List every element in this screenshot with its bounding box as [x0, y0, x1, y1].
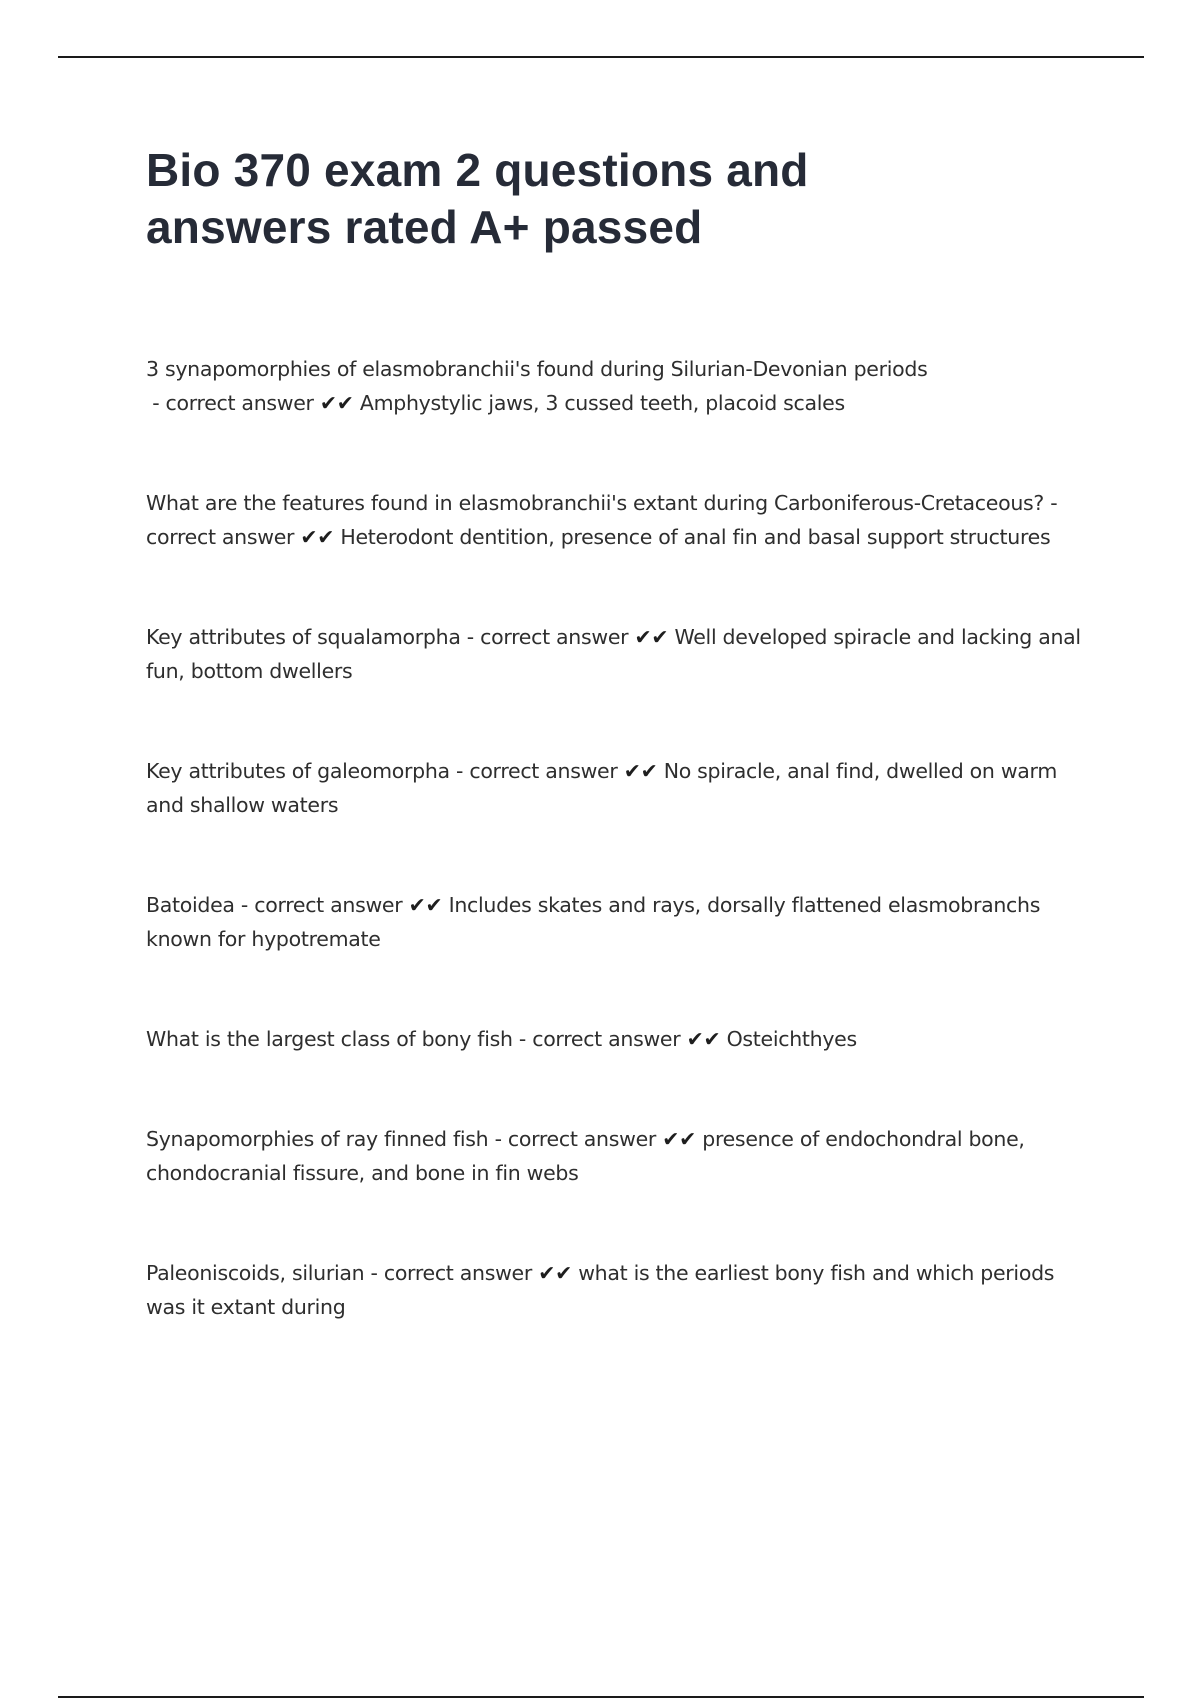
qa-item [146, 620, 1096, 688]
document-title: Bio 370 exam 2 questions and answers rated A+ passed [146, 144, 809, 253]
answer-text: Includes skates and rays, dorsally flattened elasmobranchs known for hypotremate [146, 893, 1041, 951]
qa-item [146, 1256, 1096, 1324]
question-text: Key attributes of squalamorpha [146, 625, 461, 649]
correct-answer-separator: - correct answer [460, 625, 635, 649]
answer-text: No spiracle, anal find, dwelled on warm and shallow waters [146, 759, 1057, 817]
qa-item [146, 754, 1096, 822]
question-text: Key attributes of galeomorpha [146, 759, 450, 783]
answer-text: presence of endochondral bone, chondocranial fissure, and bone in fin webs [146, 1127, 1025, 1185]
checkmark-icon: ✔✔ [686, 1027, 721, 1051]
question-text: 3 synapomorphies of elasmobranchii's found during Silurian-Devonian periods [146, 357, 928, 381]
correct-answer-separator: - correct answer [234, 893, 409, 917]
qa-item [146, 888, 1096, 956]
qa-item [146, 486, 1096, 554]
qa-item [146, 1122, 1096, 1190]
qa-item [146, 352, 1096, 420]
checkmark-icon: ✔✔ [319, 391, 354, 415]
checkmark-icon: ✔✔ [538, 1261, 572, 1285]
checkmark-icon: ✔✔ [300, 525, 335, 549]
answer-text: what is the earliest bony fish and which periods was it extant during [146, 1261, 1055, 1319]
checkmark-icon: ✔✔ [623, 759, 658, 783]
correct-answer-separator: - correct answer [488, 1127, 663, 1151]
correct-answer-separator: - correct answer [449, 759, 624, 783]
checkmark-icon: ✔✔ [408, 893, 443, 917]
answer-text: Heterodont dentition, presence of anal fin and basal support structures [340, 525, 1051, 549]
answer-text: Osteichthyes [726, 1027, 857, 1051]
correct-answer-separator: - correct answer [146, 391, 320, 415]
answer-text: Amphystylic jaws, 3 cussed teeth, placoid scales [359, 391, 845, 415]
checkmark-icon: ✔✔ [662, 1127, 697, 1151]
question-text: What is the largest class of bony fish [146, 1027, 513, 1051]
top-rule [58, 56, 1144, 58]
question-text: Synapomorphies of ray finned fish [146, 1127, 489, 1151]
document-body [146, 142, 1096, 1390]
question-text: Paleoniscoids, silurian [146, 1261, 365, 1285]
correct-answer-label: correct answer [146, 525, 295, 549]
qa-list [146, 352, 1096, 1324]
question-text: Batoidea [146, 893, 235, 917]
correct-answer-separator: - correct answer [512, 1027, 687, 1051]
bottom-rule [58, 1696, 1144, 1698]
qa-item [146, 1022, 1096, 1056]
correct-answer-separator: - correct answer [364, 1261, 539, 1285]
question-text: What are the features found in elasmobranchii's extant during Carboniferous-Cretaceous? - [146, 491, 1058, 515]
checkmark-icon: ✔✔ [634, 625, 669, 649]
answer-text: Well developed spiracle and lacking anal fun, bottom dwellers [146, 625, 1081, 683]
